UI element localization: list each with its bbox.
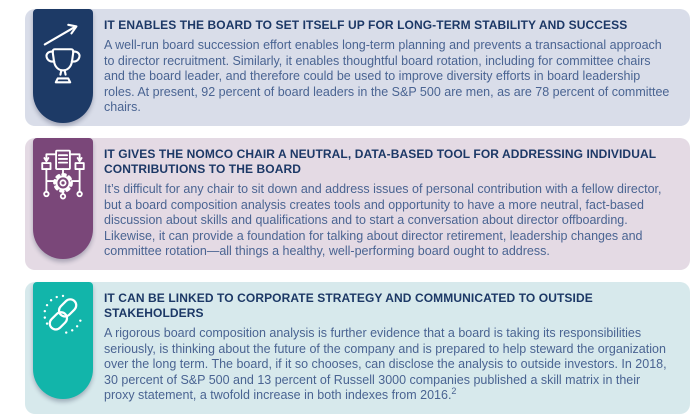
badge-navy xyxy=(33,9,93,123)
section-heading: IT CAN BE LINKED TO CORPORATE STRATEGY AND COMMUNICATED TO OUTSIDE STAKEHOLDERS xyxy=(104,290,593,320)
benefit-card xyxy=(25,9,690,126)
trophy-growth-icon xyxy=(40,17,86,93)
section-body: It’s difficult for any chair to sit down and address issues of personal contribution with a fellow director, but a board composition analysis creates tools and opportunity to have a more neutral, fact-based discussion about skills and qualifications and to start a conversation about director offboarding. Likewise, it can provide a foundation for talking about director retirement, leadership changes and committee rotation—all things a healthy, well-performing board ought to address. xyxy=(104,181,662,259)
benefit-section-nomco-tool xyxy=(0,138,700,270)
section-body: A well-run board succession effort enables long-term planning and prevents a transactional approach to director recruitment. Similarly, it enables thoughtful board rotation, including for committee chairs and the board leader, and therefore could be used to improve diversity efforts in board leadership roles. At present, 92 percent of board leaders in the S&P 500 are men, as are 78 percent of committee chairs. xyxy=(104,38,670,115)
footnote-marker: 2 xyxy=(451,386,457,397)
section-body: A rigorous board composition analysis is further evidence that a board is taking its responsibilities seriously, is thinking about the future of the company and is prepared to help steward the organization over the long term. The board, if it so chooses, can disclose the analysis to outside investors. In 2018, 30 percent of S&P 500 and 13 percent of Russell 3000 companies published a skill matrix in their proxy statement, a twofold increase in both indexes from 2016.$^2$ xyxy=(104,325,667,403)
flowchart-gear-icon xyxy=(39,146,87,218)
benefit-card xyxy=(25,282,690,414)
benefit-section-stability xyxy=(0,9,700,126)
section-heading: IT GIVES THE NOMCO CHAIR A NEUTRAL, DATA-BASED TOOL FOR ADDRESSING INDIVIDUAL CONTRIBUTIONS TO THE BOARD xyxy=(104,146,656,176)
section-heading: IT ENABLES THE BOARD TO SET ITSELF UP FOR LONG-TERM STABILITY AND SUCCESS xyxy=(104,18,628,32)
benefit-section-strategy xyxy=(0,282,700,414)
badge-purple xyxy=(33,138,93,259)
benefit-card xyxy=(25,138,690,270)
chain-link-icon xyxy=(39,290,87,348)
badge-teal xyxy=(33,282,93,399)
